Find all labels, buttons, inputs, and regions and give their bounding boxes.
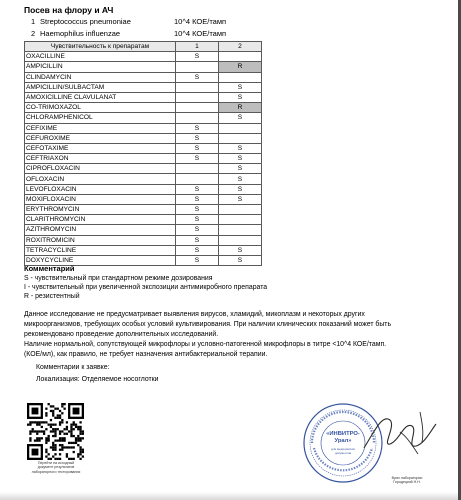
organism-2-result-cell: S xyxy=(219,92,262,102)
drug-name-cell: CHLORAMPHENICOL xyxy=(25,113,176,123)
drug-name-cell: OXACILLINE xyxy=(25,52,176,62)
drug-name-cell: MOXIFLOXACIN xyxy=(25,194,176,204)
organism-2-result-cell: S xyxy=(219,174,262,184)
qr-caption-line: документ результатов xyxy=(37,465,75,470)
drug-name-cell: CEFTRIAXON xyxy=(25,154,176,164)
organism-1-result-cell: S xyxy=(176,72,219,82)
drug-name-cell: AMOXICILLINE CLAVULANAT xyxy=(25,92,176,102)
table-row xyxy=(25,133,262,143)
organism-name: Haemophilus influenzae xyxy=(40,29,121,38)
signature-icon xyxy=(360,402,440,462)
table-row xyxy=(25,123,262,133)
table-row xyxy=(25,72,262,82)
table-row xyxy=(25,143,262,153)
page-bottom-edge xyxy=(0,492,461,500)
stamp-text-line: Урал» xyxy=(334,437,352,444)
organism-1-result-cell: S xyxy=(176,123,219,133)
header-drug: Чувствительность к препаратам xyxy=(25,42,176,52)
table-row xyxy=(25,215,262,225)
drug-name-cell: CLARITHROMYCIN xyxy=(25,215,176,225)
stamp-subtext-line: для медицинских xyxy=(330,447,356,451)
table-row xyxy=(25,184,262,194)
organism-2-result-cell xyxy=(219,215,262,225)
organism-2-result-cell: R xyxy=(219,103,262,113)
organism-2-result-cell: S xyxy=(219,194,262,204)
comments-title: Комментарий xyxy=(24,264,75,273)
organism-name: Streptococcus pneumoniae xyxy=(40,17,131,26)
organism-1-result-cell: S xyxy=(176,143,219,153)
organism-1-result-cell: S xyxy=(176,215,219,225)
organism-2-result-cell: S xyxy=(219,245,262,255)
table-row xyxy=(25,164,262,174)
legend-i: I - чувствительный при увеличенной экспозиции антимикробного препарата xyxy=(24,284,268,291)
table-row xyxy=(25,225,262,235)
organism-1-result-cell: S xyxy=(176,194,219,204)
organism-2-result-cell xyxy=(219,123,262,133)
table-row xyxy=(25,103,262,113)
signature-caption-line: Врач лаборатории xyxy=(391,476,423,480)
organism-1-result-cell: S xyxy=(176,133,219,143)
signature-caption xyxy=(376,476,438,484)
organism-count: 10^4 КОЕ/тамп xyxy=(174,29,227,38)
organism-2-result-cell: S xyxy=(219,154,262,164)
drug-name-cell: CLINDAMYCIN xyxy=(25,72,176,82)
organism-2-result-cell xyxy=(219,205,262,215)
header-organism-2: 2 xyxy=(219,42,262,52)
drug-name-cell: DOXYCYCLINE xyxy=(25,255,176,265)
organism-1-result-cell: S xyxy=(176,154,219,164)
organism-1-result-cell: S xyxy=(176,205,219,215)
stamp-text-line: «ИНВИТРО- xyxy=(326,431,360,437)
drug-name-cell: TETRACYCLINE xyxy=(25,245,176,255)
stamp-subtext-line: документов xyxy=(334,450,352,455)
table-row xyxy=(25,52,262,62)
header-organism-1: 1 xyxy=(176,42,219,52)
sensitivity-table xyxy=(24,41,262,266)
organism-count: 10^4 КОЕ/тамп xyxy=(174,17,227,26)
organism-2-result-cell: S xyxy=(219,164,262,174)
disclaimer-line: (КОЕ/мл), как правило, не требует назначения антибактериальной терапии. xyxy=(24,351,268,358)
table-row xyxy=(25,154,262,164)
organism-2-result-cell: S xyxy=(219,113,262,123)
organism-2-result-cell xyxy=(219,72,262,82)
qr-caption-line: лабораторного тестирования xyxy=(31,469,81,474)
legend-r: R - резистентный xyxy=(24,293,80,300)
organism-1-result-cell: S xyxy=(176,225,219,235)
drug-name-cell: CIPROFLOXACIN xyxy=(25,164,176,174)
drug-name-cell: CEFIXIME xyxy=(25,123,176,133)
organism-2-result-cell: S xyxy=(219,143,262,153)
qr-caption xyxy=(23,461,89,474)
organism-number: 2 xyxy=(31,29,36,38)
localization: Локализация: Отделяемое носоглотки xyxy=(36,376,159,383)
drug-name-cell: CO-TRIMOXAZOL xyxy=(25,103,176,113)
culture-title: Посев на флору и АЧ xyxy=(24,5,114,15)
organism-1-result-cell xyxy=(176,82,219,92)
table-row xyxy=(25,62,262,72)
legend-s: S - чувствительный при стандартном режиме дозирования xyxy=(24,275,213,282)
organism-1-result-cell: S xyxy=(176,184,219,194)
organism-1-result-cell xyxy=(176,92,219,102)
table-row xyxy=(25,82,262,92)
organism-2-result-cell: S xyxy=(219,184,262,194)
table-row xyxy=(25,194,262,204)
disclaimer-line: микроорганизмов, требующих особых условий культивирования. При наличии клинических показаний может быть xyxy=(24,321,392,328)
drug-name-cell: CEFUROXIME xyxy=(25,133,176,143)
organism-2-result-cell xyxy=(219,133,262,143)
organism-2-result-cell xyxy=(219,52,262,62)
drug-name-cell: OFLOXACIN xyxy=(25,174,176,184)
organism-1-result-cell xyxy=(176,164,219,174)
disclaimer-line: Наличие нормальной, сопутствующей микрофлоры и условно-патогенной микрофлоры в титре <10^4 КОЕ/тамп. xyxy=(24,341,387,348)
organism-2-result-cell xyxy=(219,225,262,235)
organism-2-result-cell: S xyxy=(219,82,262,92)
organism-1-result-cell xyxy=(176,103,219,113)
disclaimer-line: Данное исследование не предусматривает выявления вирусов, хламидий, микоплазм и некоторых других xyxy=(24,311,365,318)
drug-name-cell: ERYTHROMYCIN xyxy=(25,205,176,215)
drug-name-cell: ROXITROMICIN xyxy=(25,235,176,245)
table-row xyxy=(25,245,262,255)
disclaimer-line: рекомендовано проведение дополнительных исследований. xyxy=(24,331,219,338)
table-row xyxy=(25,235,262,245)
drug-name-cell: AMPICILLIN/SULBACTAM xyxy=(25,82,176,92)
table-row xyxy=(25,205,262,215)
drug-name-cell: LEVOFLOXACIN xyxy=(25,184,176,194)
organism-1-result-cell xyxy=(176,174,219,184)
organism-2-result-cell: S xyxy=(219,255,262,265)
organism-2-result-cell xyxy=(219,235,262,245)
sensitivity-rows xyxy=(25,52,262,266)
organism-number: 1 xyxy=(31,17,36,26)
table-row xyxy=(25,92,262,102)
organism-1-result-cell xyxy=(176,113,219,123)
qr-code-icon[interactable] xyxy=(27,403,84,460)
organism-1-result-cell: S xyxy=(176,255,219,265)
signature-caption-line: Городецкий Н.Н. xyxy=(393,480,421,485)
organism-2-result-cell: R xyxy=(219,62,262,72)
qr-caption-line: Перейти на исходный xyxy=(37,461,75,465)
organism-1-result-cell: S xyxy=(176,235,219,245)
drug-name-cell: AZITHROMYCIN xyxy=(25,225,176,235)
table-header-row xyxy=(25,42,262,52)
organism-1-result-cell: S xyxy=(176,245,219,255)
organism-1-result-cell: S xyxy=(176,52,219,62)
drug-name-cell: CEFOTAXIME xyxy=(25,143,176,153)
table-row xyxy=(25,113,262,123)
drug-name-cell: AMPICILLIN xyxy=(25,62,176,72)
organism-1-result-cell xyxy=(176,62,219,72)
table-row xyxy=(25,174,262,184)
request-comment: Комментарии к заявке: xyxy=(36,364,110,371)
